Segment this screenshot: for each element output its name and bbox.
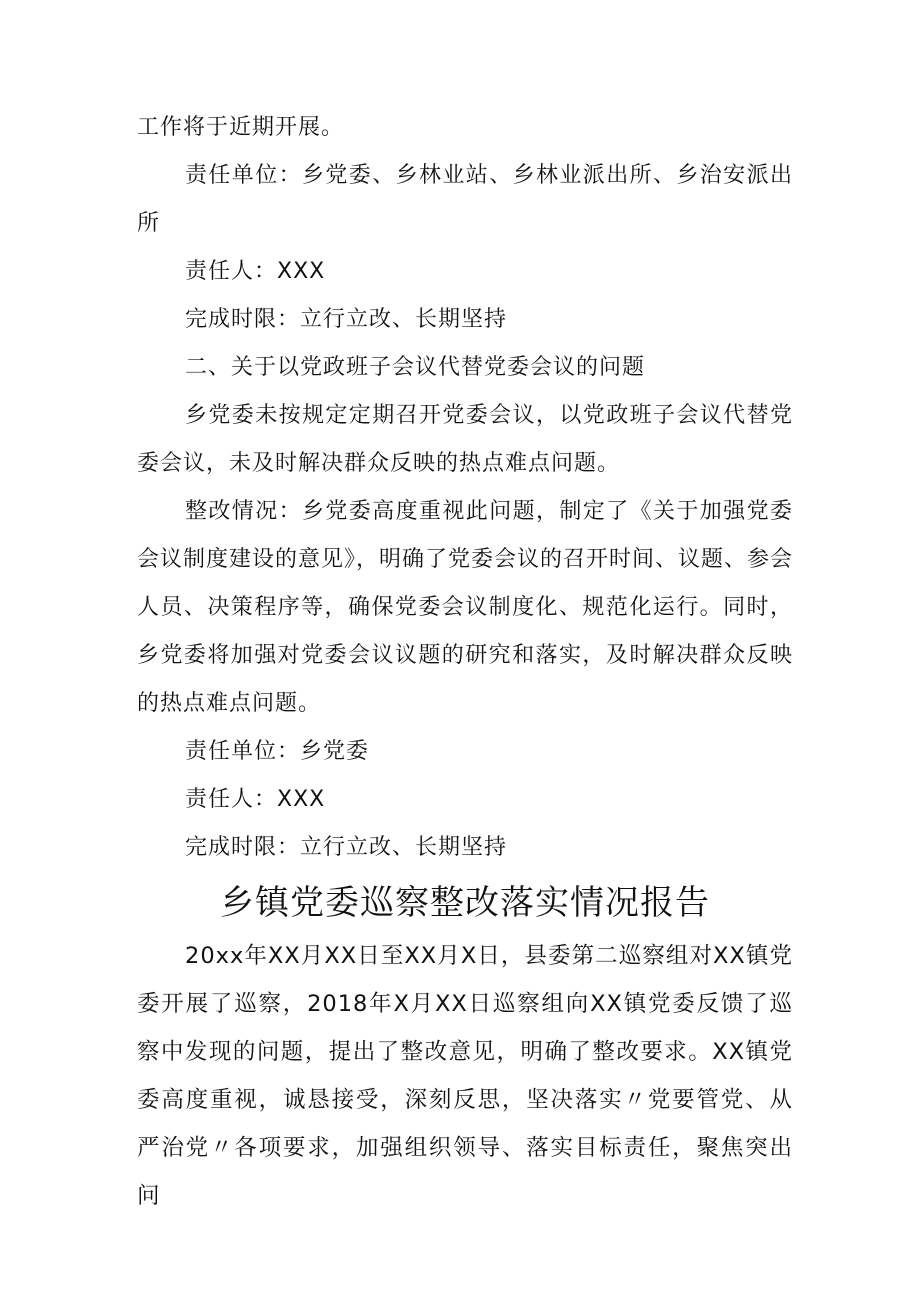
report-body xyxy=(137,932,793,1220)
deadline-1: 完成时限：立行立改、长期坚持 xyxy=(185,307,508,332)
paragraph-continuation: 工作将于近期开展。 xyxy=(137,115,345,140)
rectification-status: 整改情况：乡党委高度重视此问题，制定了《关于加强党委会议制度建设的意见》，明确了党委会议的召开时间、议题、参会人员、决策程序等，确保党委会议制度化、规范化运行。同时，乡党委将加强对党委会议议题的研究和落实，及时解决群众反映的热点难点问题。 xyxy=(137,499,794,716)
problem-description: 乡党委未按规定定期召开党委会议，以党政班子会议代替党委会议，未及时解决群众反映的热点难点问题。 xyxy=(137,403,793,476)
report-intro-paragraph: 20xx年XX月XX日至XX月X日，县委第二巡察组对XX镇党委开展了巡察，2018年X月XX日巡察组向XX镇党委反馈了巡察中发现的问题，提出了整改意见，明确了整改要求。XX镇党委高度重视，诚恳接受，深刻反思，坚决落实〃党要管党、从严治党〃各项要求，加强组织领导、落实目标责任，聚焦突出问 xyxy=(137,943,793,1209)
responsible-person-2: 责任人：XXX xyxy=(185,787,326,812)
report-title: 乡镇党委巡察整改落实情况报告 xyxy=(220,883,710,923)
deadline-2: 完成时限：立行立改、长期坚持 xyxy=(185,835,508,860)
responsible-unit-2: 责任单位：乡党委 xyxy=(185,739,370,764)
responsible-unit-1: 责任单位：乡党委、乡林业站、乡林业派出所、乡治安派出所 xyxy=(137,163,793,236)
section-heading-2: 二、关于以党政班子会议代替党委会议的问题 xyxy=(185,355,646,380)
responsible-person-1: 责任人：XXX xyxy=(185,259,326,284)
document-content xyxy=(137,104,793,1220)
